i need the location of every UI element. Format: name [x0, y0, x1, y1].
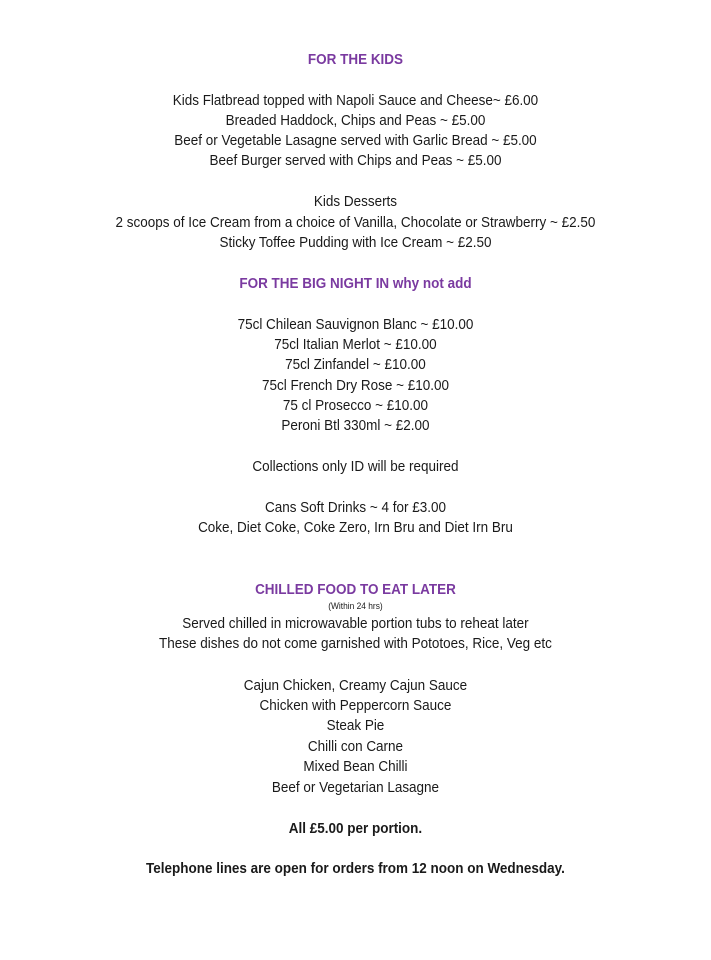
chilled-heading: CHILLED FOOD TO EAT LATER [255, 582, 456, 598]
chilled-item: Steak Pie [326, 718, 385, 734]
telephone-note: Telephone lines are open for orders from 12 noon on Wednesday. [146, 861, 565, 877]
soft-drinks-list: Coke, Diet Coke, Coke Zero, Irn Bru and Diet Irn Bru [198, 520, 513, 536]
chilled-subnote: (Within 24 hrs) [328, 601, 383, 611]
kids-item: Beef or Vegetable Lasagne served with Garlic Bread ~ £5.00 [174, 133, 537, 149]
kids-dessert-item: Sticky Toffee Pudding with Ice Cream ~ £2.50 [219, 235, 492, 251]
drink-item: Peroni Btl 330ml ~ £2.00 [281, 418, 430, 434]
chilled-item: Cajun Chicken, Creamy Cajun Sauce [243, 678, 468, 694]
soft-drinks-offer: Cans Soft Drinks ~ 4 for £3.00 [264, 500, 446, 516]
kids-item: Breaded Haddock, Chips and Peas ~ £5.00 [225, 113, 486, 129]
kids-dessert-item: 2 scoops of Ice Cream from a choice of Vanilla, Chocolate or Strawberry ~ £2.50 [115, 215, 596, 231]
chilled-desc: These dishes do not come garnished with Pototoes, Rice, Veg etc [159, 636, 552, 652]
big-night-heading: FOR THE BIG NIGHT IN why not add [239, 276, 472, 292]
kids-item: Beef Burger served with Chips and Peas ~ £5.00 [209, 153, 502, 169]
chilled-item: Mixed Bean Chilli [303, 759, 408, 775]
drink-item: 75cl Chilean Sauvignon Blanc ~ £10.00 [237, 317, 474, 333]
chilled-item: Chicken with Peppercorn Sauce [259, 698, 452, 714]
chilled-item: Beef or Vegetarian Lasagne [271, 780, 440, 796]
chilled-desc: Served chilled in microwavable portion tubs to reheat later [182, 616, 529, 632]
drink-item: 75cl French Dry Rose ~ £10.00 [261, 378, 449, 394]
kids-desserts-title: Kids Desserts [313, 194, 398, 210]
drink-item: 75 cl Prosecco ~ £10.00 [282, 398, 428, 414]
chilled-item: Chilli con Carne [307, 739, 404, 755]
kids-heading: FOR THE KIDS [307, 52, 404, 68]
chilled-price-note: All £5.00 per portion. [288, 821, 423, 837]
drink-item: 75cl Zinfandel ~ £10.00 [285, 357, 426, 373]
id-note: Collections only ID will be required [252, 459, 459, 475]
kids-item: Kids Flatbread topped with Napoli Sauce and Cheese~ £6.00 [172, 93, 539, 109]
drink-item: 75cl Italian Merlot ~ £10.00 [274, 337, 437, 353]
